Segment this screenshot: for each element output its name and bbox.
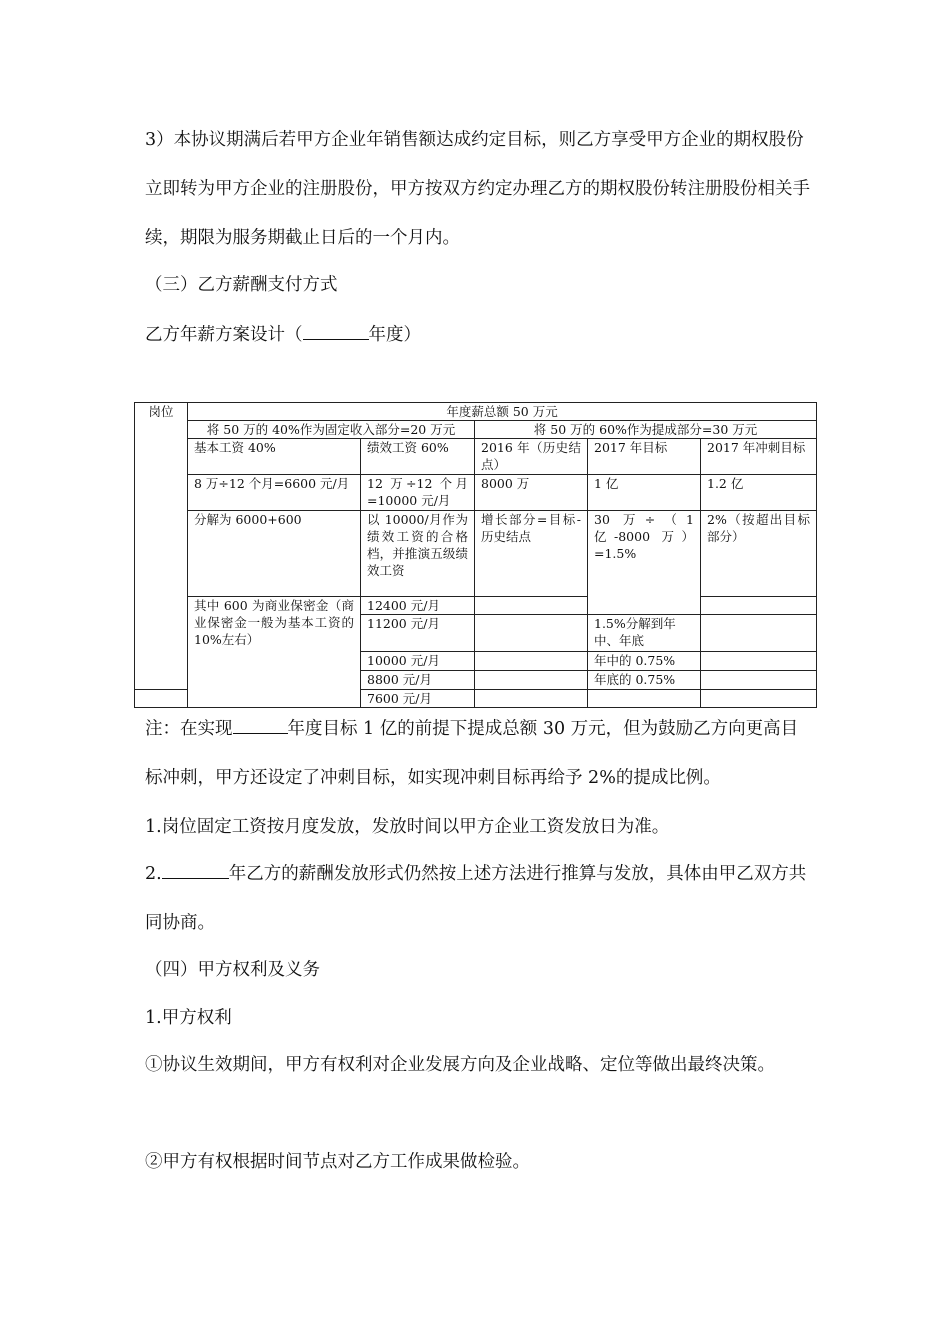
paragraph-option-conversion: 3）本协议期满后若甲方企业年销售额达成约定目标，则乙方享受甲方企业的期权股份立即转为甲方企业的注册股份，甲方按双方约定办理乙方的期权股份转注册股份相关手续，期限为服务期截止日后的一个月内。 <box>145 130 810 248</box>
cell-2017-value: 1 亿 <box>588 475 701 511</box>
cell-perf-grades: 以 10000/月作为绩效工资的合格档，并推演五级绩效工资 <box>361 511 475 597</box>
salary-plan-title-prefix: 乙方年薪方案设计（ <box>145 325 303 345</box>
cell-growth-formula: 增长部分=目标-历史结点 <box>475 511 588 597</box>
right-1: ①协议生效期间，甲方有权利对企业发展方向及企业战略、定位等做出最终决策。 <box>145 1055 775 1075</box>
col-2017-sprint: 2017 年冲刺目标 <box>701 439 817 475</box>
salary-table <box>134 402 817 708</box>
col-performance-salary: 绩效工资 60% <box>361 439 475 475</box>
grade-4: 8800 元/月 <box>361 671 475 690</box>
grade-3: 10000 元/月 <box>361 652 475 671</box>
right-2: ②甲方有权根据时间节点对乙方工作成果做检验。 <box>145 1152 530 1172</box>
item-2-prefix: 2. <box>145 864 162 884</box>
header-total: 年度薪总额 50 万元 <box>188 403 817 421</box>
salary-plan-title-suffix: 年度） <box>368 325 421 345</box>
col-2017-target: 2017 年目标 <box>588 439 701 475</box>
section-heading-3: （三）乙方薪酬支付方式 <box>145 275 338 295</box>
grade-1: 12400 元/月 <box>361 597 475 615</box>
year-blank-field[interactable] <box>303 321 369 340</box>
note-prefix: 注：在实现 <box>145 719 233 739</box>
item-2-body: 年乙方的薪酬发放形式仍然按上述方法进行推算与发放，具体由甲乙双方共同协商。 <box>145 864 807 933</box>
cell-perf-monthly: 12 万÷12 个月=10000 元/月 <box>361 475 475 511</box>
subheading-rights: 1.甲方权利 <box>145 1008 232 1028</box>
salary-plan-title <box>145 321 421 347</box>
header-commission: 将 50 万的 60%作为提成部分=30 万元 <box>475 421 817 439</box>
header-post: 岗位 <box>135 403 188 690</box>
cell-yearend: 年底的 0.75% <box>588 671 701 690</box>
cell-base-monthly: 8 万÷12 个月=6600 元/月 <box>188 475 361 511</box>
cell-midyear: 年中的 0.75% <box>588 652 701 671</box>
cell-commission-rate: 30 万÷（1 亿-8000 万）=1.5% <box>588 511 701 615</box>
note-paragraph <box>145 705 815 803</box>
grade-5: 7600 元/月 <box>361 690 475 708</box>
grade-2: 11200 元/月 <box>361 615 475 652</box>
item-2-year-blank[interactable] <box>162 860 229 879</box>
cell-2016-value: 8000 万 <box>475 475 588 511</box>
note-year-blank[interactable] <box>233 715 288 734</box>
cell-sprint-rate: 2%（按超出目标部分） <box>701 511 817 597</box>
cell-confidentiality: 其中 600 为商业保密金（商业保密金一般为基本工资的 10%左右） <box>188 597 361 708</box>
header-fixed: 将 50 万的 40%作为固定收入部分=20 万元 <box>188 421 475 439</box>
col-base-salary: 基本工资 40% <box>188 439 361 475</box>
cell-split: 1.5%分解到年中、年底 <box>588 615 701 652</box>
col-2016: 2016 年（历史结点） <box>475 439 588 475</box>
cell-base-split: 分解为 6000+600 <box>188 511 361 597</box>
item-1: 1.岗位固定工资按月度发放，发放时间以甲方企业工资发放日为准。 <box>145 817 670 837</box>
section-heading-4: （四）甲方权利及义务 <box>145 960 320 980</box>
cell-sprint-value: 1.2 亿 <box>701 475 817 511</box>
note-body: 年度目标 1 亿的前提下提成总额 30 万元，但为鼓励乙方向更高目标冲刺，甲方还设定了冲刺目标，如实现冲刺目标再给予 2%的提成比例。 <box>145 719 799 788</box>
item-2 <box>145 850 815 948</box>
